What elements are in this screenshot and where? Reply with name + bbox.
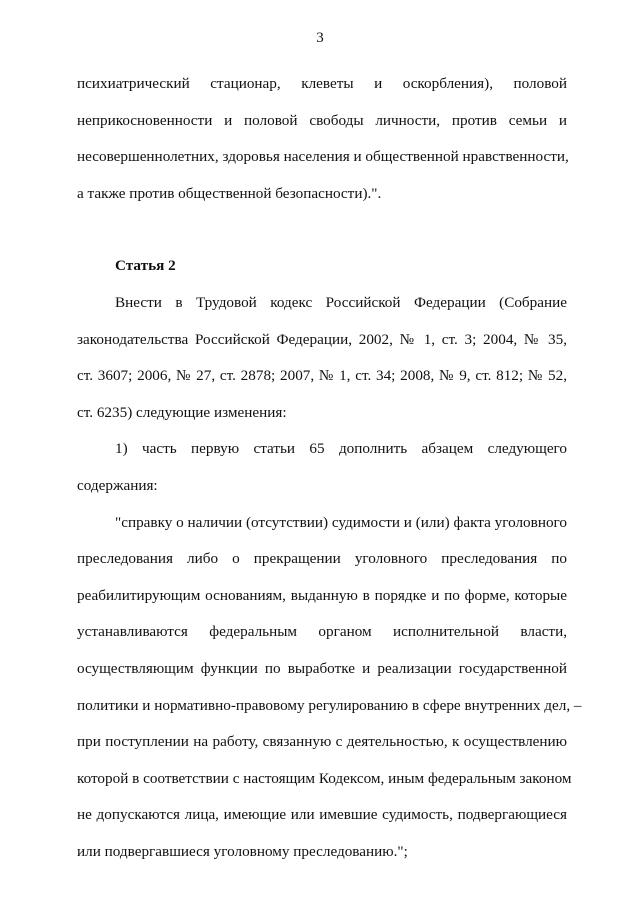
continuation-paragraph (77, 66, 567, 212)
text-line: несовершеннолетних, здоровья населения и общественной нравственности, (77, 148, 569, 166)
text-line: психиатрический стационар, клеветы и оскорбления), половой (77, 75, 567, 92)
text-line: законодательства Российской Федерации, 2002, № 1, ст. 3; 2004, № 35, (77, 330, 567, 348)
text-line: которой в соответствии с настоящим Кодексом, иным федеральным законом (77, 769, 572, 787)
article-intro-paragraph (77, 285, 567, 431)
text-line: неприкосновенности и половой свободы личности, против семьи и (77, 111, 567, 129)
quoted-paragraph (77, 505, 582, 871)
text-line: или подвергавшиеся уголовному преследованию."; (77, 842, 408, 860)
item-1-paragraph (77, 431, 567, 504)
text-line: реабилитирующим основаниям, выданную в порядке и по форме, которые (77, 586, 567, 604)
article-heading: Статья 2 (115, 257, 176, 275)
text-line: а также против общественной безопасности).". (77, 184, 382, 202)
text-line: политики и нормативно-правовому регулированию в сфере внутренних дел, – (77, 696, 582, 714)
text-line: не допускаются лица, имеющие или имевшие судимость, подвергающиеся (77, 806, 567, 824)
text-line: Внести в Трудовой кодекс Российской Федерации (Собрание (115, 293, 567, 311)
text-line: 1) часть первую статьи 65 дополнить абзацем следующего (115, 440, 567, 458)
text-line: осуществляющим функции по выработке и реализации государственной (77, 659, 567, 677)
text-line: ст. 3607; 2006, № 27, ст. 2878; 2007, № 1, ст. 34; 2008, № 9, ст. 812; № 52, (77, 367, 567, 385)
text-line: устанавливаются федеральным органом исполнительной власти, (77, 623, 567, 641)
document-body (77, 66, 582, 870)
text-line: преследования либо о прекращении уголовного преследования по (77, 550, 567, 568)
page-number: 3 (316, 30, 324, 46)
text-line: "справку о наличии (отсутствии) судимости и (или) факта уголовного (115, 513, 567, 531)
text-line: содержания: (77, 476, 158, 494)
text-line: ст. 6235) следующие изменения: (77, 403, 287, 421)
text-line: при поступлении на работу, связанную с деятельностью, к осуществлению (77, 733, 567, 751)
